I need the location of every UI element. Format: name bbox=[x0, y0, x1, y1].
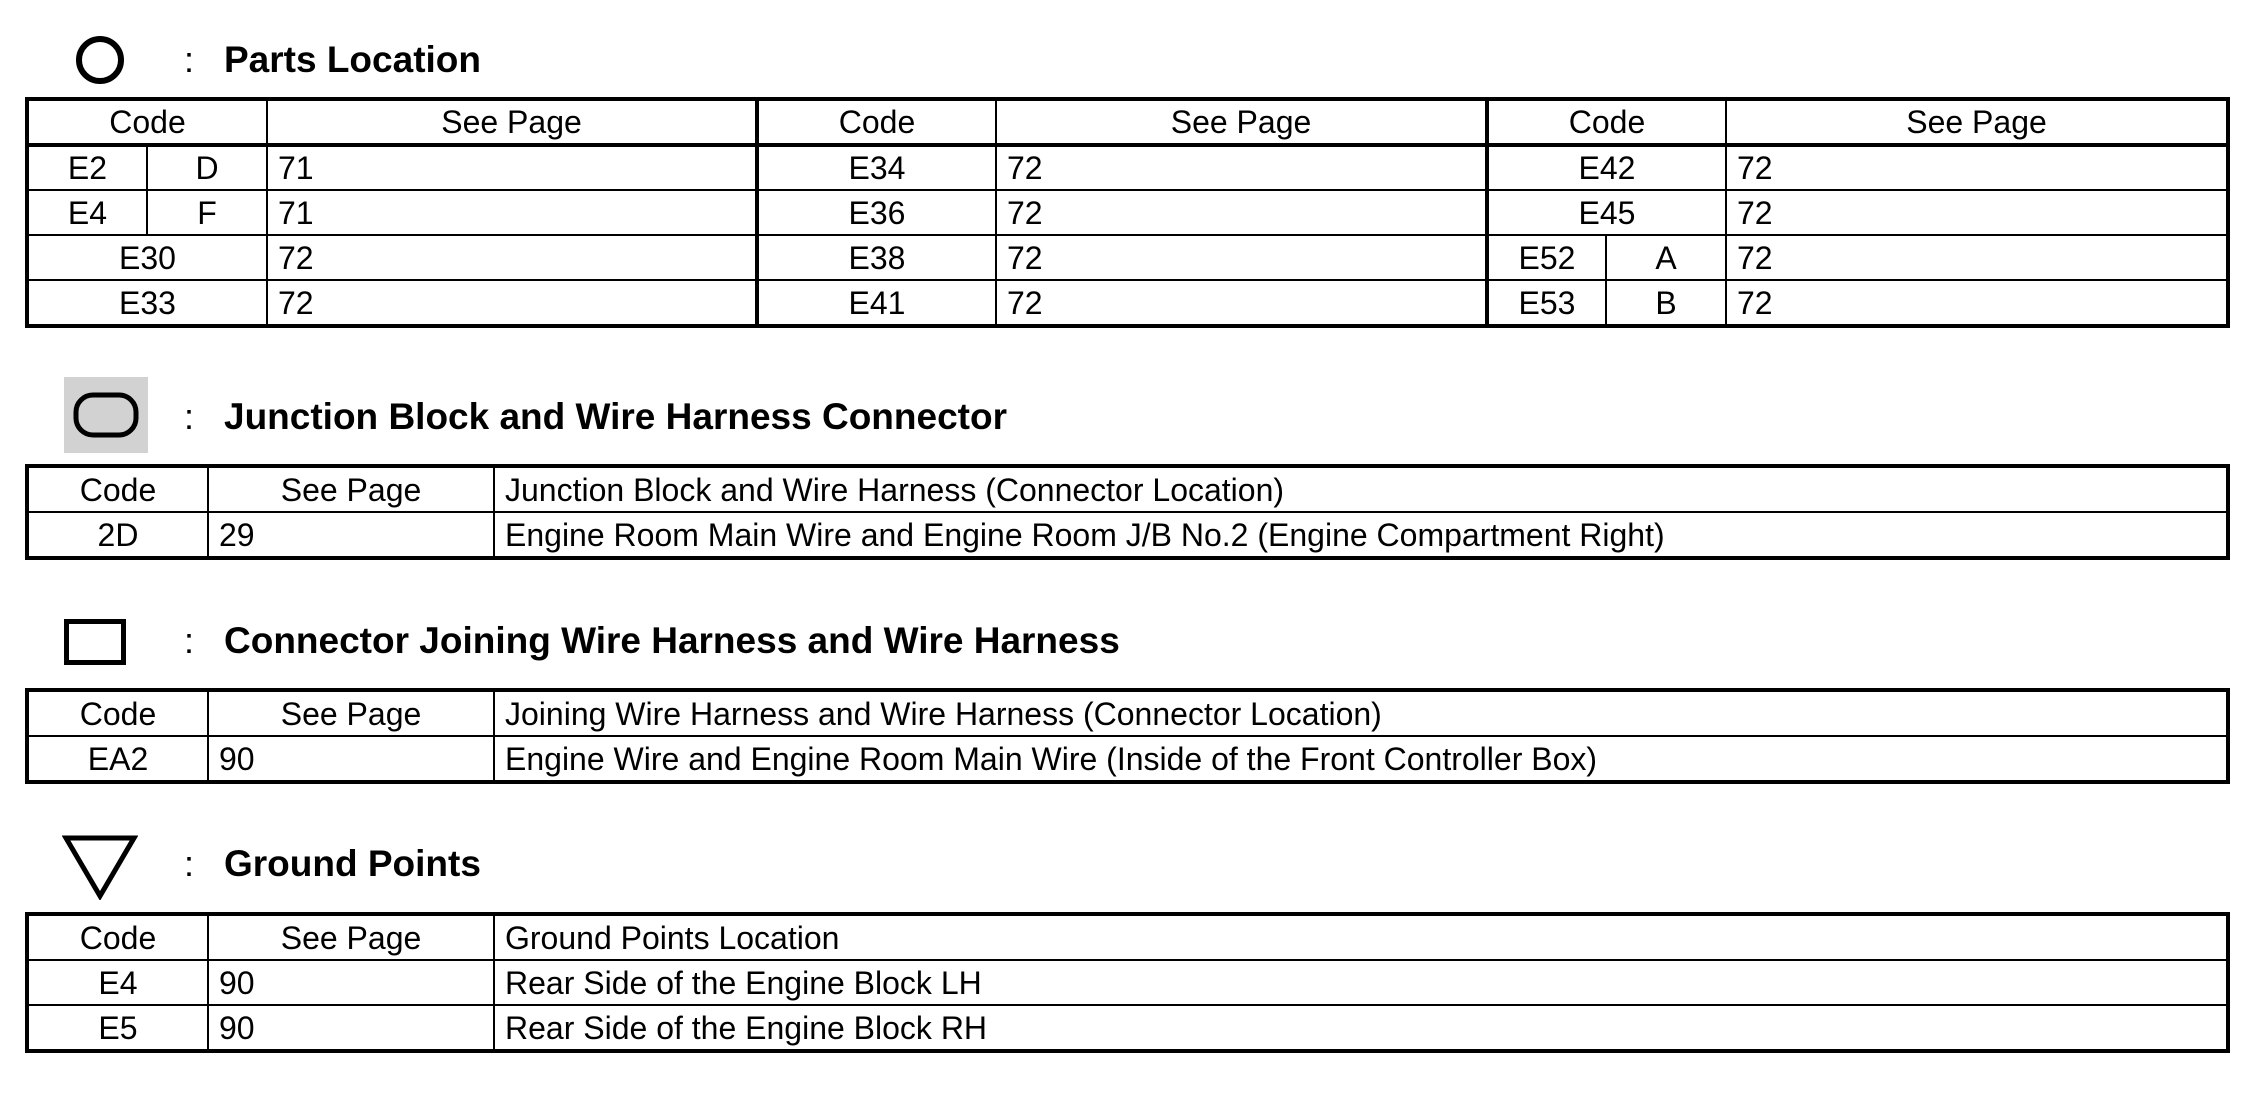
rounded-rect-icon bbox=[64, 377, 148, 453]
description-cell: Engine Room Main Wire and Engine Room J/B No.2 (Engine Compartment Right) bbox=[494, 512, 2227, 557]
connector-joining-table bbox=[27, 690, 2228, 782]
column-header-code: Code bbox=[28, 915, 208, 960]
column-header-description: Joining Wire Harness and Wire Harness (Connector Location) bbox=[494, 691, 2227, 736]
code-cell: E4 bbox=[28, 960, 208, 1005]
code-cell: E33 bbox=[28, 280, 267, 325]
parts-location-table bbox=[27, 99, 2228, 326]
table-row bbox=[28, 235, 2227, 280]
sub-code-cell: A bbox=[1606, 235, 1726, 280]
ground-points-heading bbox=[0, 824, 2244, 904]
column-header-code: Code bbox=[28, 100, 267, 145]
code-cell: E2 bbox=[28, 145, 147, 190]
page-cell: 72 bbox=[1726, 235, 2227, 280]
sub-code-cell: F bbox=[147, 190, 267, 235]
colon: : bbox=[184, 620, 195, 661]
code-cell: E30 bbox=[28, 235, 267, 280]
code-cell: E42 bbox=[1487, 145, 1726, 190]
table-header-row bbox=[28, 915, 2227, 960]
page-cell: 72 bbox=[996, 145, 1487, 190]
description-cell: Engine Wire and Engine Room Main Wire (Inside of the Front Controller Box) bbox=[494, 736, 2227, 781]
column-header-description: Junction Block and Wire Harness (Connector Location) bbox=[494, 467, 2227, 512]
table-row bbox=[28, 145, 2227, 190]
page-cell: 72 bbox=[267, 235, 757, 280]
code-cell: 2D bbox=[28, 512, 208, 557]
table-row bbox=[28, 960, 2227, 1005]
table-row bbox=[28, 280, 2227, 325]
colon: : bbox=[184, 843, 195, 884]
page-cell: 72 bbox=[267, 280, 757, 325]
code-cell: E34 bbox=[757, 145, 996, 190]
sub-code-cell: D bbox=[147, 145, 267, 190]
code-cell: E4 bbox=[28, 190, 147, 235]
junction-block-table bbox=[27, 466, 2228, 558]
parts-location-heading bbox=[0, 20, 2244, 100]
code-cell: E52 bbox=[1487, 235, 1606, 280]
table-row bbox=[28, 1005, 2227, 1050]
page-cell: 90 bbox=[208, 736, 494, 781]
page-cell: 72 bbox=[996, 280, 1487, 325]
code-cell: E36 bbox=[757, 190, 996, 235]
page-cell: 29 bbox=[208, 512, 494, 557]
circle-icon bbox=[74, 34, 126, 86]
page-cell: 72 bbox=[996, 190, 1487, 235]
page-cell: 90 bbox=[208, 1005, 494, 1050]
column-header-see-page: See Page bbox=[1726, 100, 2227, 145]
section-title: Ground Points bbox=[224, 843, 481, 884]
description-cell: Rear Side of the Engine Block LH bbox=[494, 960, 2227, 1005]
sub-code-cell: B bbox=[1606, 280, 1726, 325]
section-title: Junction Block and Wire Harness Connector bbox=[224, 396, 1007, 437]
description-cell: Rear Side of the Engine Block RH bbox=[494, 1005, 2227, 1050]
code-cell: EA2 bbox=[28, 736, 208, 781]
junction-block-heading bbox=[0, 377, 2244, 457]
page-cell: 90 bbox=[208, 960, 494, 1005]
column-header-see-page: See Page bbox=[208, 467, 494, 512]
ground-points-table bbox=[27, 914, 2228, 1051]
table-header-row bbox=[28, 691, 2227, 736]
column-header-see-page: See Page bbox=[208, 915, 494, 960]
page-cell: 72 bbox=[996, 235, 1487, 280]
table-row bbox=[28, 512, 2227, 557]
page-cell: 72 bbox=[1726, 190, 2227, 235]
table-row bbox=[28, 190, 2227, 235]
table-header-row bbox=[28, 467, 2227, 512]
section-title: Parts Location bbox=[224, 39, 481, 80]
page-cell: 72 bbox=[1726, 145, 2227, 190]
code-cell: E53 bbox=[1487, 280, 1606, 325]
section-title: Connector Joining Wire Harness and Wire Harness bbox=[224, 620, 1120, 661]
code-cell: E5 bbox=[28, 1005, 208, 1050]
page-cell: 71 bbox=[267, 190, 757, 235]
column-header-code: Code bbox=[28, 467, 208, 512]
column-header-see-page: See Page bbox=[267, 100, 757, 145]
page-cell: 72 bbox=[1726, 280, 2227, 325]
connector-joining-heading bbox=[0, 601, 2244, 681]
down-triangle-icon bbox=[62, 834, 138, 900]
table-header-row bbox=[28, 100, 2227, 145]
column-header-see-page: See Page bbox=[996, 100, 1487, 145]
column-header-description: Ground Points Location bbox=[494, 915, 2227, 960]
code-cell: E38 bbox=[757, 235, 996, 280]
rectangle-icon bbox=[64, 619, 126, 665]
colon: : bbox=[184, 396, 195, 437]
column-header-see-page: See Page bbox=[208, 691, 494, 736]
column-header-code: Code bbox=[28, 691, 208, 736]
code-cell: E45 bbox=[1487, 190, 1726, 235]
colon: : bbox=[184, 39, 195, 80]
column-header-code: Code bbox=[757, 100, 996, 145]
code-cell: E41 bbox=[757, 280, 996, 325]
table-row bbox=[28, 736, 2227, 781]
page-cell: 71 bbox=[267, 145, 757, 190]
column-header-code: Code bbox=[1487, 100, 1726, 145]
